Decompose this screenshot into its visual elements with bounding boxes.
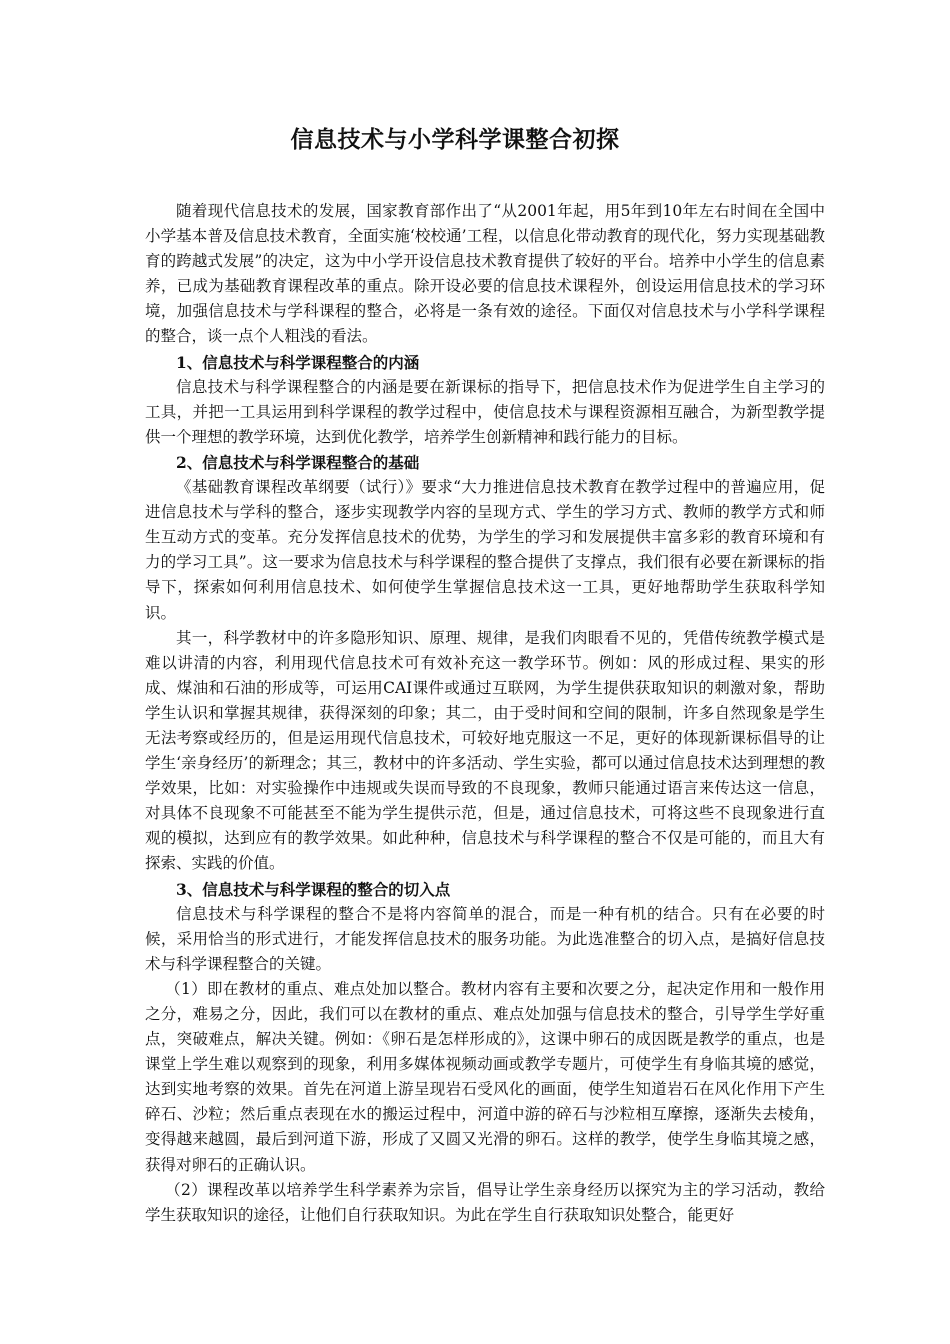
document-title: 信息技术与小学科学课整合初探 <box>290 126 620 153</box>
section-heading: 3、信息技术与科学课程的整合的切入点 <box>176 879 451 899</box>
numbered-item: （2）课程改革以培养学生科学素养为宗旨，倡导让学生亲身经历以探究为主的学习活动，教给学生获取知识的途径，让他们自行获取知识。为此在学生自行获取知识处整合，能更好 <box>145 1180 825 1224</box>
numbered-item: （1）即在教材的重点、难点处加以整合。教材内容有主要和次要之分，起决定作用和一般作用之分，难易之分，因此，我们可以在教材的重点、难点处加强与信息技术的整合，引导学生学好重点，突破难点，解决关键。例如：《卵石是怎样形成的》，这课中卵石的成因既是教学的重点，也是课堂上学生难以观察到的现象，利用多媒体视频动画或教学专题片，可使学生有身临其境的感觉，达到实地考察的效果。首先在河道上游呈现岩石受风化的画面，使学生知道岩石在风化作用下产生碎石、沙粒；然后重点表现在水的搬运过程中，河道中游的碎石与沙粒相互摩擦，逐渐失去棱角，变得越来越圆，最后到河道下游，形成了又圆又光滑的卵石。这样的教学，使学生身临其境之感，获得对卵石的正确认识。 <box>145 979 825 1174</box>
body-paragraph: 其一，科学教材中的许多隐形知识、原理、规律，是我们肉眼看不见的，凭借传统教学模式是难以讲清的内容，利用现代信息技术可有效补充这一教学环节。例如：风的形成过程、果实的形成、煤油和石油的形成等，可运用CAI课件或通过互联网，为学生提供获取知识的刺激对象，帮助学生认识和掌握其规律，获得深刻的印象；其二，由于受时间和空间的限制，许多自然现象是学生无法考察或经历的，但是运用现代信息技术，可较好地克服这一不足，更好的体现新课标倡导的让学生‘亲身经历’的新理念；其三，教材中的许多活动、学生实验，都可以通过信息技术达到理想的教学效果，比如：对实验操作中违规或失误而导致的不良现象，教师只能通过语言来传达这一信息，对具体不良现象不可能甚至不能为学生提供示范，但是，通过信息技术，可将这些不良现象进行直观的模拟，达到应有的教学效果。如此种种，信息技术与科学课程的整合不仅是可能的，而且大有探索、实践的价值。 <box>145 628 825 873</box>
section-heading: 1、信息技术与科学课程整合的内涵 <box>176 352 420 372</box>
section-heading: 2、信息技术与科学课程整合的基础 <box>176 452 420 472</box>
body-paragraph: 信息技术与科学课程整合的内涵是要在新课标的指导下，把信息技术作为促进学生自主学习的工具，并把一工具运用到科学课程的教学过程中，使信息技术与课程资源相互融合，为新型教学提供一个理想的教学环境，达到优化教学，培养学生创新精神和践行能力的目标。 <box>145 377 825 446</box>
intro-paragraph: 随着现代信息技术的发展，国家教育部作出了“从2001年起，用5年到10年左右时间在全国中小学基本普及信息技术教育，全面实施‘校校通’工程，以信息化带动教育的现代化，努力实现基础教育的跨越式发展”的决定，这为中小学开设信息技术教育提供了较好的平台。培养中小学生的信息素养，已成为基础教育课程改革的重点。除开设必要的信息技术课程外，创设运用信息技术的学习环境，加强信息技术与学科课程的整合，必将是一条有效的途径。下面仅对信息技术与小学科学课程的整合，谈一点个人粗浅的看法。 <box>145 202 825 346</box>
document-body <box>145 199 825 1228</box>
body-paragraph: 《基础教育课程改革纲要（试行）》要求“大力推进信息技术教育在教学过程中的普遍应用，促进信息技术与学科的整合，逐步实现教学内容的呈现方式、学生的学习方式、教师的教学方式和师生互动方式的变革。充分发挥信息技术的优势，为学生的学习和发展提供丰富多彩的教育环境和有力的学习工具”。这一要求为信息技术与科学课程的整合提供了支撑点，我们很有必要在新课标的指导下，探索如何利用信息技术、如何使学生掌握信息技术这一工具，更好地帮助学生获取科学知识。 <box>145 478 825 622</box>
body-paragraph: 信息技术与科学课程的整合不是将内容简单的混合，而是一种有机的结合。只有在必要的时候，采用恰当的形式进行，才能发挥信息技术的服务功能。为此选准整合的切入点，是搞好信息技术与科学课程整合的关键。 <box>145 904 825 973</box>
